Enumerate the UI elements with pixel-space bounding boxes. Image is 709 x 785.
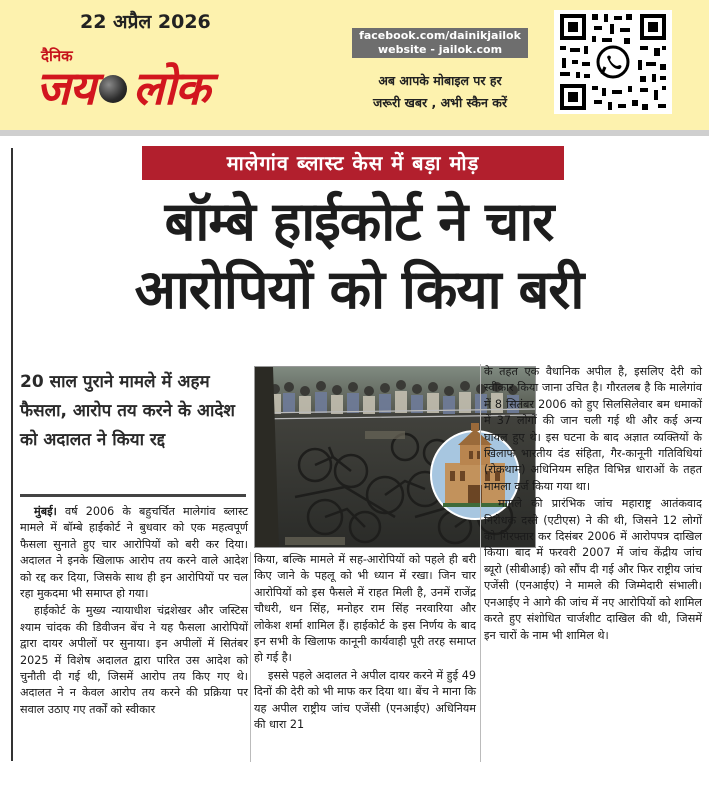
scan-prompt-line1: अब आपके मोबाइल पर हर [378,73,502,88]
article-column-2 [254,552,476,734]
paragraph-1 [20,504,248,602]
paragraph-4: इससे पहले अदालत ने अपील दायर करने में हुई 49 दिनों की देरी को भी माफ कर दिया था। बेंच ने माना कि यह अपील राष्ट्रीय जांच एजेंसी (एनआईए) अधिनियम की धारा 21 [254,668,476,732]
scan-prompt [330,70,550,114]
column-divider [250,552,251,762]
logo-word-lok: लोक [132,61,210,115]
qr-code[interactable] [554,10,672,114]
sub-headline: 20 साल पुराने मामले में अहम फैसला, आरोप तय करने के आदेश को अदालत ने किया रद्द [20,372,235,450]
article-column-3 [484,364,702,645]
qr-code-graphic [554,10,672,114]
facebook-link[interactable]: facebook.com/dainikjailok [359,29,521,42]
article-column-1 [20,504,248,719]
paragraph-6: मामले की प्रारंभिक जांच महाराष्ट्र आतंकवाद निरोधक दस्ते (एटीएस) ने की थी, जिसने 12 लोगों को गिरफ्तार कर दिसंबर 2006 में आरोपपत्र दाखिल किया। बाद में फरवरी 2007 में जांच केंद्रीय जांच ब्यूरो (सीबीआई) को सौंप दी गई और फिर राष्ट्रीय जांच एजेंसी (एनआईए) ने मामले की जिम्मेदारी संभाली। एनआईए ने आगे की जांच में नए आरोपियों को शामिल करते हुए संशोधित चार्जशीट दाखिल की थी, जिसमें इन चारों के नाम भी शामिल थे। [484,497,702,642]
column-divider [480,364,481,762]
newspaper-logo [36,62,209,114]
paragraph-3: किया, बल्कि मामले में सह-आरोपियों को पहले ही बरी किए जाने के पहलू को भी ध्यान में रखा। जिन चार आरोपियों को इस फैसले में राहत मिली है, उनमें राजेंद्र चौधरी, धन सिंह, मनोहर राम सिंह नरवारिया और लोकेश शर्मा शामिल हैं। हाईकोर्ट के इस निर्णय के बाद इन सभी के खिलाफ कानूनी कार्यवाही पूरी तरह समाप्त हो गई है। [254,553,476,665]
page-left-rule [11,148,13,761]
masthead [0,0,709,130]
subhead-rule [20,494,246,497]
social-links-box [352,28,528,58]
logo-prefix: दैनिक [41,47,73,65]
kicker-banner: मालेगांव ब्लास्ट केस में बड़ा मोड़ [142,146,564,180]
scan-prompt-line2: जरूरी खबर , अभी स्कैन करें [372,95,507,110]
paragraph-2: हाईकोर्ट के मुख्य न्यायाधीश चंद्रशेखर और जस्टिस श्याम चांदक की डिवीजन बेंच ने यह फैसला आरोपियों द्वारा दायर अपीलों पर सुनाया। इन अपीलों में सितंबर 2025 में विशेष अदालत द्वारा पारित उस आदेश को चुनौती दी गई थी, जिसमें आरोप तय किए गए थे। अदालत ने न केवल आरोप तय करने की प्रक्रिया पर सवाल उठाए गए तर्कों को स्वीकार [20,604,248,716]
paragraph-5: के तहत एक वैधानिक अपील है, इसलिए देरी को स्वीकार किया जाना उचित है। गौरतलब है कि मालेगांव में 8 सितंबर 2006 को हुए सिलसिलेवार बम धमाकों में 37 लोगों की जान चली गई थी और कई अन्य घायल हुए थे। इस घटना के बाद अज्ञात व्यक्तियों के खिलाफ भारतीय दंड संहिता, गैर-कानूनी गतिविधियां (रोकथाम) अधिनियम सहित विभिन्न धाराओं के तहत मामला दर्ज किया गया था। [484,365,702,493]
edition-date: 22 अप्रैल 2026 [80,11,211,33]
logo-word-jai: जय [36,61,95,115]
website-link[interactable]: website - jailok.com [377,43,503,56]
headline-line-2: आरोपियों को किया बरी [134,258,584,321]
headline-line-1: बॉम्बे हाईकोर्ट ने चार [164,190,554,253]
main-headline [14,188,704,324]
globe-icon [99,75,127,103]
masthead-divider [0,130,709,136]
dateline: मुंबई। [34,505,57,518]
paragraph-1-text: वर्ष 2006 के बहुचर्चित मालेगांव ब्लास्ट मामले में बॉम्बे हाईकोर्ट ने बुधवार को एक महत्वपूर्ण फैसला सुनाते हुए चार आरोपियों को बरी कर दिया। अदालत ने इनके खिलाफ आरोप तय करने वाले आदेश को रद्द कर दिया, जिसके साथ ही इन आरोपियों पर चल रहा मुकदमा भी समाप्त हो गया। [20,505,248,601]
